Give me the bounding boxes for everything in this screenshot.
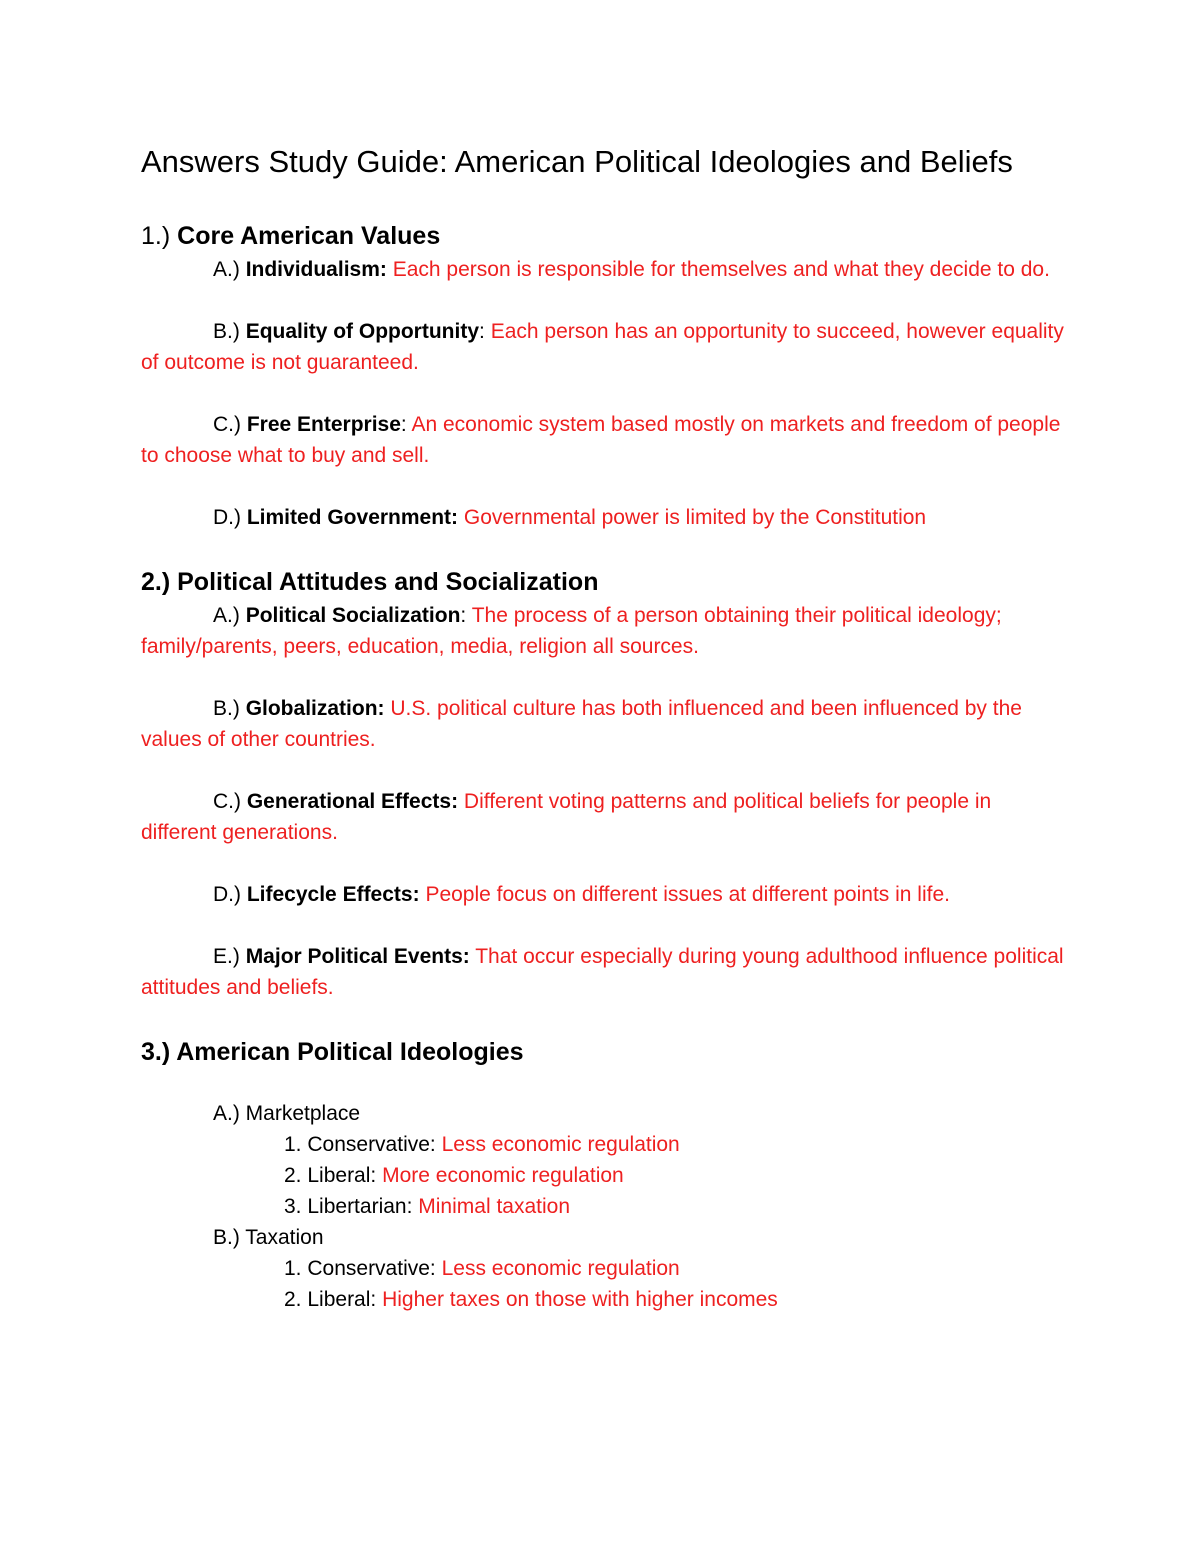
ideology-group <box>141 1222 1071 1315</box>
list-item <box>141 254 1071 285</box>
entry-name: Conservative: <box>307 1133 436 1156</box>
item-term: Limited Government: <box>246 506 459 529</box>
list-item <box>141 600 1071 662</box>
section-attitudes-socialization <box>141 566 1071 1003</box>
item-letter: A.) <box>213 258 240 281</box>
item-letter: E.) <box>213 945 240 968</box>
item-letter: D.) <box>213 506 241 529</box>
item-separator: : <box>460 604 467 627</box>
section-ideologies <box>141 1036 1071 1315</box>
item-definition: People focus on different issues at different points in life. <box>425 883 950 906</box>
group-label: B.) Taxation <box>213 1226 324 1249</box>
entry-value: Less economic regulation <box>441 1133 680 1156</box>
list-item <box>141 1160 1071 1191</box>
list-item <box>141 1284 1071 1315</box>
entry-name: Liberal: <box>307 1164 377 1187</box>
section-heading <box>141 220 1071 252</box>
document-page <box>141 140 1071 1315</box>
entry-value: Less economic regulation <box>441 1257 680 1280</box>
list-item <box>141 1191 1071 1222</box>
list-item <box>141 1253 1071 1284</box>
item-letter: B.) <box>213 697 240 720</box>
entry-number: 2. <box>284 1288 302 1311</box>
item-letter: C.) <box>213 790 241 813</box>
item-definition: The process of a person obtaining their political ideology; family/parents, peers, education, media, religion all sources. <box>141 604 1002 658</box>
list-item <box>141 502 1071 533</box>
entry-value: Minimal taxation <box>418 1195 570 1218</box>
entry-number: 1. <box>284 1257 302 1280</box>
section-title: Core American Values <box>177 222 441 250</box>
item-letter: C.) <box>213 413 241 436</box>
entry-number: 3. <box>284 1195 302 1218</box>
page-title: Answers Study Guide: American Political Ideologies and Beliefs <box>141 144 1013 179</box>
list-item <box>141 941 1071 1003</box>
item-definition: Each person has an opportunity to succeed, however equality of outcome is not guaranteed. <box>141 320 1064 374</box>
list-item <box>141 693 1071 755</box>
item-term: Free Enterprise <box>246 413 401 436</box>
entry-name: Conservative: <box>307 1257 436 1280</box>
entry-number: 2. <box>284 1164 302 1187</box>
item-definition: U.S. political culture has both influenced and been influenced by the values of other countries. <box>141 697 1022 751</box>
item-definition: An economic system based mostly on markets and freedom of people to choose what to buy and sell. <box>141 413 1061 467</box>
item-letter: A.) <box>213 604 240 627</box>
item-term: Globalization: <box>245 697 385 720</box>
entry-value: Higher taxes on those with higher incomes <box>382 1288 778 1311</box>
entry-value: More economic regulation <box>382 1164 624 1187</box>
item-letter: D.) <box>213 883 241 906</box>
ideology-group <box>141 1098 1071 1222</box>
item-separator: : <box>479 320 485 343</box>
list-item <box>141 316 1071 378</box>
item-term: Equality of Opportunity <box>245 320 480 343</box>
item-term: Generational Effects: <box>246 790 459 813</box>
section-number: 1.) <box>141 222 171 250</box>
entry-name: Libertarian: <box>307 1195 413 1218</box>
item-term: Individualism: <box>245 258 387 281</box>
item-definition: Each person is responsible for themselves and what they decide to do. <box>392 258 1050 281</box>
item-definition: Governmental power is limited by the Constitution <box>463 506 927 529</box>
group-label: A.) Marketplace <box>213 1102 361 1125</box>
item-term: Major Political Events: <box>245 945 470 968</box>
item-separator: : <box>400 413 407 436</box>
entry-name: Liberal: <box>307 1288 377 1311</box>
section-heading: 2.) Political Attitudes and Socialization <box>141 568 599 596</box>
entry-number: 1. <box>284 1133 302 1156</box>
section-heading: 3.) American Political Ideologies <box>141 1038 524 1066</box>
section-core-values <box>141 220 1071 533</box>
item-definition: That occur especially during young adulthood influence political attitudes and beliefs. <box>141 945 1064 999</box>
item-term: Lifecycle Effects: <box>246 883 420 906</box>
item-letter: B.) <box>213 320 240 343</box>
list-item <box>141 879 1071 910</box>
list-item <box>141 786 1071 848</box>
item-term: Political Socialization <box>245 604 461 627</box>
list-item <box>141 1129 1071 1160</box>
item-definition: Different voting patterns and political beliefs for people in different generations. <box>141 790 992 844</box>
list-item <box>141 409 1071 471</box>
